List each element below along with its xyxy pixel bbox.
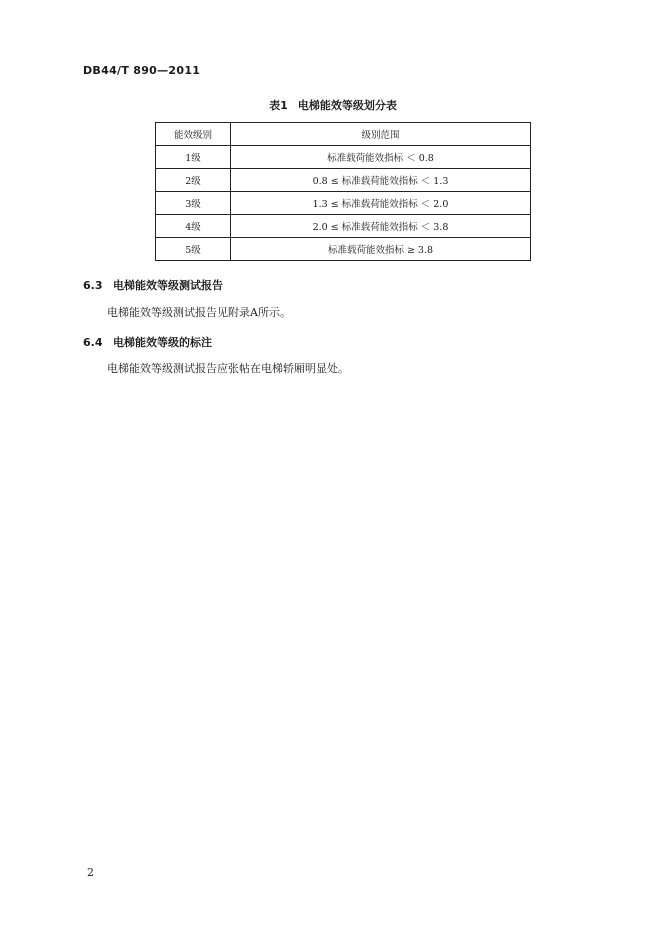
grade-range-cell: 2.0 ≤ 标准载荷能效指标 ＜ 3.8 bbox=[231, 215, 531, 238]
grade-range-cell: 0.8 ≤ 标准载荷能效指标 ＜ 1.3 bbox=[231, 169, 531, 192]
table-header-row bbox=[156, 123, 531, 146]
grade-level-cell: 4级 bbox=[156, 215, 231, 238]
table-row bbox=[156, 169, 531, 192]
section-body-6-3: 电梯能效等级测试报告见附录A所示。 bbox=[107, 306, 291, 319]
page-number: 2 bbox=[87, 866, 94, 879]
grade-level-cell: 2级 bbox=[156, 169, 231, 192]
grade-range-cell: 1.3 ≤ 标准载荷能效指标 ＜ 2.0 bbox=[231, 192, 531, 215]
table-row bbox=[156, 146, 531, 169]
section-title: 电梯能效等级的标注 bbox=[113, 336, 212, 349]
table-caption-number: 表1 bbox=[269, 99, 288, 112]
grade-level-cell: 1级 bbox=[156, 146, 231, 169]
table-caption bbox=[0, 97, 666, 113]
section-heading-6-3 bbox=[83, 277, 223, 293]
section-title: 电梯能效等级测试报告 bbox=[113, 279, 223, 292]
column-header-range: 级别范围 bbox=[231, 123, 531, 146]
table-caption-title: 电梯能效等级划分表 bbox=[297, 99, 397, 112]
column-header-level: 能效级别 bbox=[156, 123, 231, 146]
grade-range-cell: 标准载荷能效指标 ＜ 0.8 bbox=[231, 146, 531, 169]
grade-level-cell: 5级 bbox=[156, 238, 231, 261]
table-row bbox=[156, 192, 531, 215]
section-number: 6.3 bbox=[83, 279, 103, 292]
grade-range-cell: 标准载荷能效指标 ≥ 3.8 bbox=[231, 238, 531, 261]
table-row bbox=[156, 215, 531, 238]
table-row bbox=[156, 238, 531, 261]
section-number: 6.4 bbox=[83, 336, 103, 349]
grade-level-cell: 3级 bbox=[156, 192, 231, 215]
section-body-6-4: 电梯能效等级测试报告应张帖在电梯轿厢明显处。 bbox=[107, 362, 349, 375]
document-code: DB44/T 890—2011 bbox=[83, 64, 201, 77]
efficiency-grade-table bbox=[155, 122, 531, 261]
section-heading-6-4 bbox=[83, 334, 212, 350]
